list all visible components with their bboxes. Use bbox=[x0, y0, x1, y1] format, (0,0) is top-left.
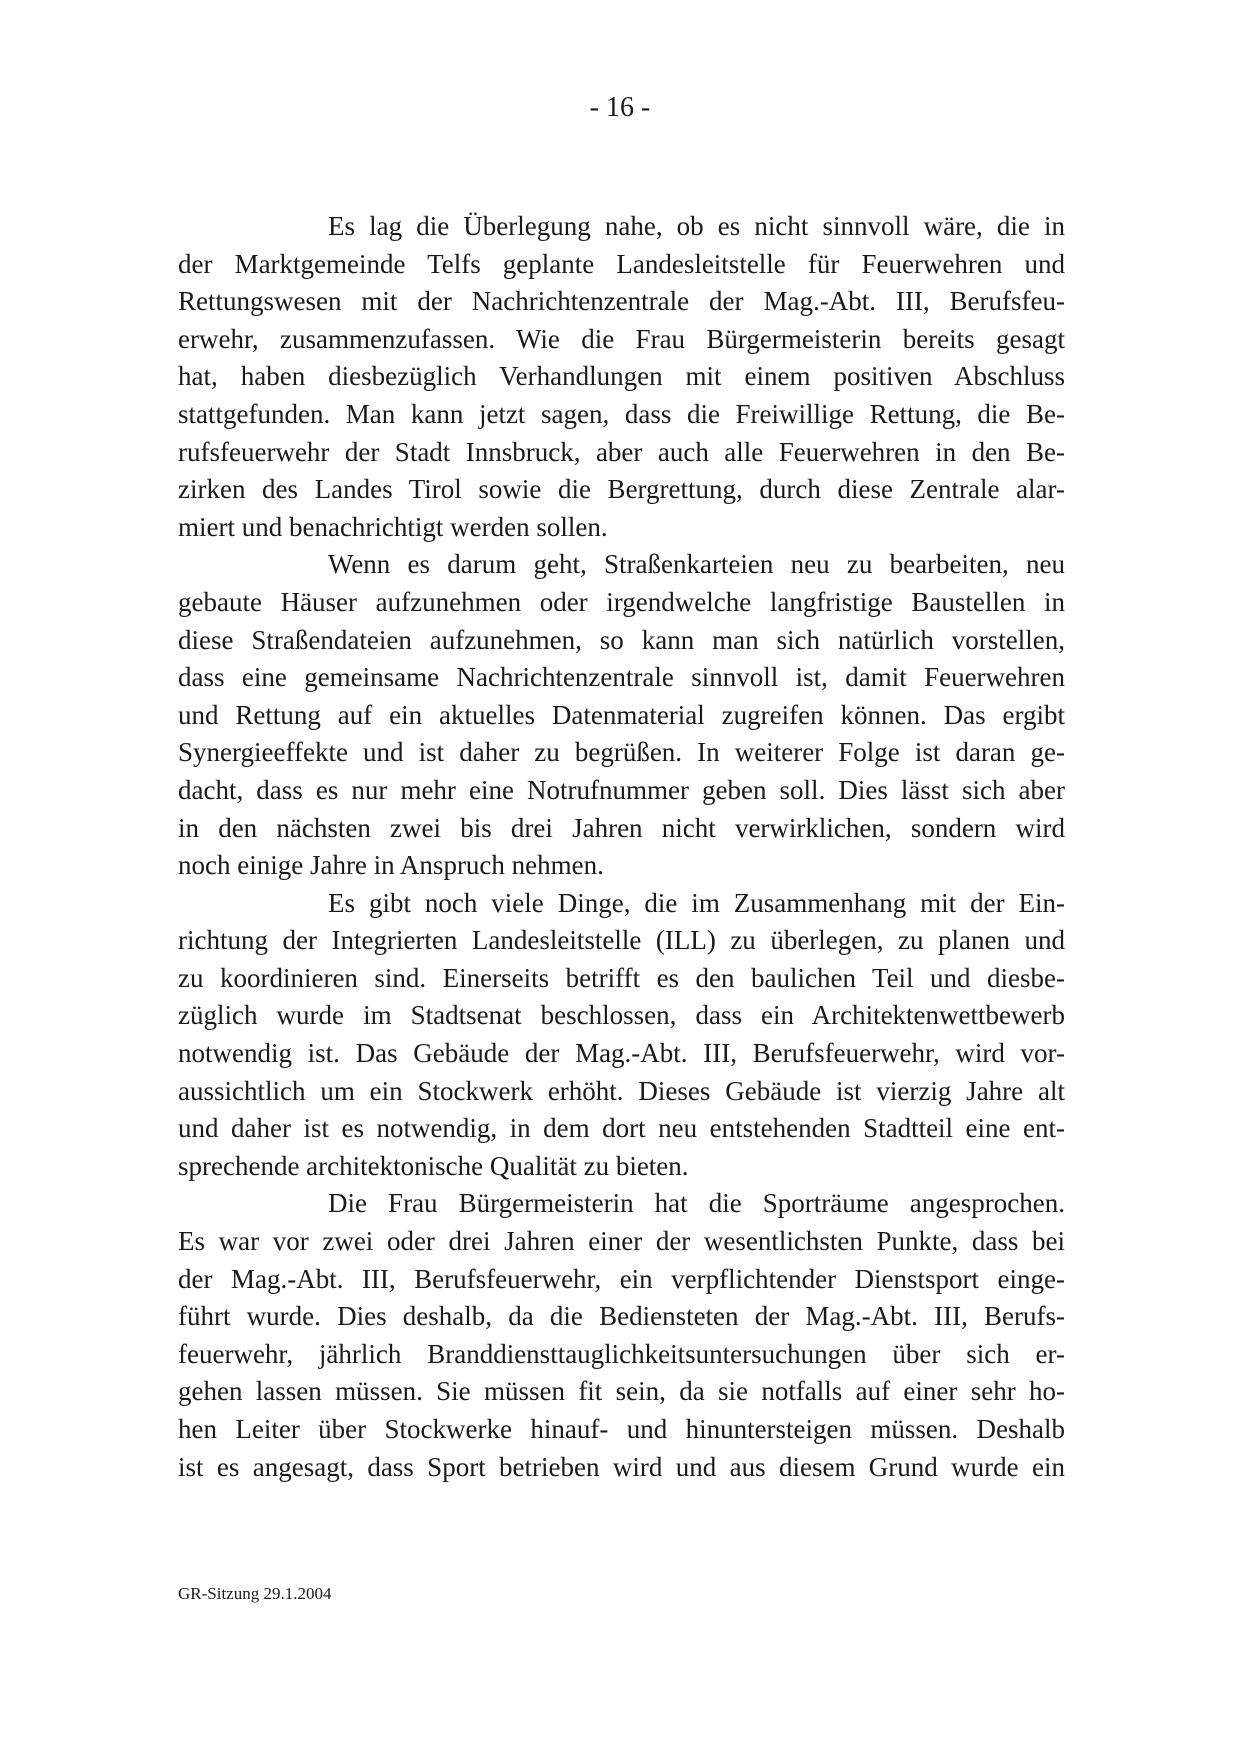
text-line: hat, haben diesbezüglich Verhandlungen mit einem positiven Abschluss bbox=[178, 361, 1065, 392]
text-line: feuerwehr, jährlich Branddiensttauglichkeitsuntersuchungen über sich er- bbox=[178, 1338, 1065, 1369]
body-text bbox=[178, 208, 1065, 1486]
text-line: diese Straßendateien aufzunehmen, so kann man sich natürlich vorstellen, bbox=[178, 624, 1065, 655]
text-line: Es war vor zwei oder drei Jahren einer der wesentlichsten Punkte, dass bei bbox=[178, 1226, 1065, 1257]
text-line: und Rettung auf ein aktuelles Datenmaterial zugreifen können. Das ergibt bbox=[178, 699, 1065, 730]
paragraph bbox=[178, 546, 1065, 884]
text-line: Synergieeffekte und ist daher zu begrüßen. In weiterer Folge ist daran ge- bbox=[178, 737, 1065, 768]
text-line: Es lag die Überlegung nahe, ob es nicht sinnvoll wäre, die in bbox=[328, 211, 1065, 241]
text-line: Es gibt noch viele Dinge, die im Zusammenhang mit der Ein- bbox=[328, 887, 1065, 918]
footer-session-date: GR-Sitzung 29.1.2004 bbox=[178, 1584, 332, 1603]
text-line: noch einige Jahre in Anspruch nehmen. bbox=[178, 850, 604, 881]
text-line: Die Frau Bürgermeisterin hat die Sporträume angesprochen. bbox=[328, 1188, 1065, 1219]
text-line: sprechende architektonische Qualität zu bieten. bbox=[178, 1150, 689, 1181]
text-line: gehen lassen müssen. Sie müssen fit sein, da sie notfalls auf einer sehr ho- bbox=[178, 1376, 1065, 1407]
text-line: ist es angesagt, dass Sport betrieben wird und aus diesem Grund wurde ein bbox=[178, 1451, 1065, 1482]
text-line: Rettungswesen mit der Nachrichtenzentrale der Mag.-Abt. III, Berufsfeu- bbox=[178, 286, 1065, 317]
text-line: zirken des Landes Tirol sowie die Bergrettung, durch diese Zentrale alar- bbox=[178, 474, 1065, 505]
text-line: und daher ist es notwendig, in dem dort neu entstehenden Stadtteil eine ent- bbox=[178, 1113, 1065, 1144]
page-number: - 16 - bbox=[589, 92, 651, 123]
text-line: stattgefunden. Man kann jetzt sagen, dass die Freiwillige Rettung, die Be- bbox=[178, 398, 1065, 429]
paragraph bbox=[178, 208, 1065, 546]
text-line: hen Leiter über Stockwerke hinauf- und hinuntersteigen müssen. Deshalb bbox=[178, 1414, 1065, 1444]
text-line: der Mag.-Abt. III, Berufsfeuerwehr, ein verpflichtender Dienstsport einge- bbox=[178, 1263, 1065, 1294]
text-line: rufsfeuerwehr der Stadt Innsbruck, aber auch alle Feuerwehren in den Be- bbox=[178, 436, 1065, 467]
paragraph bbox=[178, 885, 1065, 1186]
text-line: notwendig ist. Das Gebäude der Mag.-Abt. III, Berufsfeuerwehr, wird vor- bbox=[178, 1038, 1065, 1069]
text-line: der Marktgemeinde Telfs geplante Landesleitstelle für Feuerwehren und bbox=[178, 248, 1065, 279]
text-line: züglich wurde im Stadtsenat beschlossen, dass ein Architektenwettbewerb bbox=[178, 1000, 1065, 1031]
paragraph bbox=[178, 1185, 1065, 1486]
text-line: führt wurde. Dies deshalb, da die Bediensteten der Mag.-Abt. III, Berufs- bbox=[178, 1301, 1065, 1332]
text-line: Wenn es darum geht, Straßenkarteien neu zu bearbeiten, neu bbox=[328, 549, 1065, 580]
text-line: in den nächsten zwei bis drei Jahren nicht verwirklichen, sondern wird bbox=[178, 812, 1065, 843]
text-line: miert und benachrichtigt werden sollen. bbox=[178, 511, 608, 542]
text-line: gebaute Häuser aufzunehmen oder irgendwelche langfristige Baustellen in bbox=[178, 586, 1065, 617]
text-line: aussichtlich um ein Stockwerk erhöht. Dieses Gebäude ist vierzig Jahre alt bbox=[178, 1075, 1065, 1106]
text-line: dass eine gemeinsame Nachrichtenzentrale sinnvoll ist, damit Feuerwehren bbox=[178, 662, 1065, 693]
text-line: erwehr, zusammenzufassen. Wie die Frau Bürgermeisterin bereits gesagt bbox=[178, 323, 1065, 354]
text-line: richtung der Integrierten Landesleitstelle (ILL) zu überlegen, zu planen und bbox=[178, 925, 1065, 956]
text-line: dacht, dass es nur mehr eine Notrufnummer geben soll. Dies lässt sich aber bbox=[178, 774, 1065, 805]
text-line: zu koordinieren sind. Einerseits betrifft es den baulichen Teil und diesbe- bbox=[178, 962, 1065, 993]
